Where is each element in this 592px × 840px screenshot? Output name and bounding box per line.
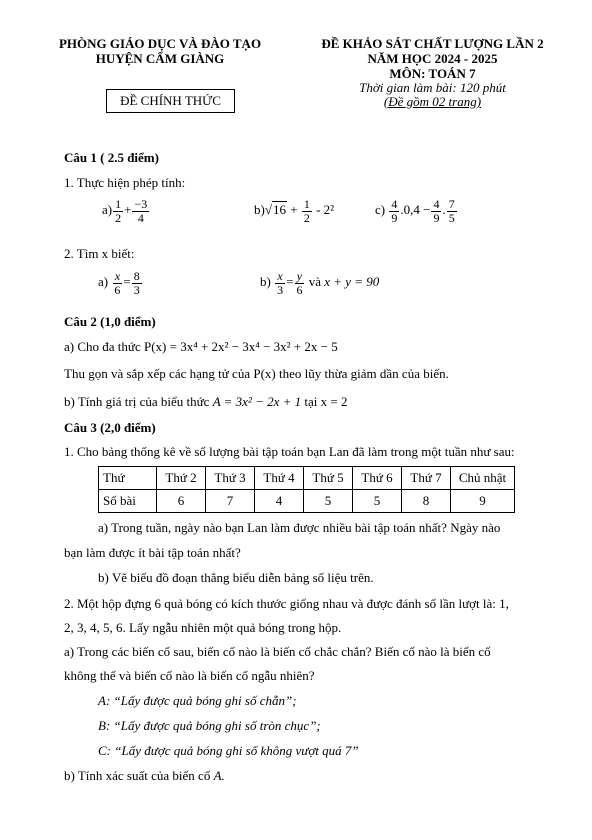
table-cell: Thứ 7 [402,467,451,490]
event-b: B: “Lấy được quả bóng ghi số tròn chục”; [98,718,321,733]
q1-find-x-a: a) $\frac{x}{6}$ = $\frac{8}{3}$ [98,269,140,297]
q1-title: Câu 1 ( 2.5 điểm) [64,150,159,165]
q1-expr-b: b)√16 + $\frac{1}{2}$ - 2² [254,197,335,225]
q3-2a-line2: không thể và biến cố nào là biến cố ngẫu nhiên? [64,668,315,683]
q1-part2-instruction: 2. Tìm x biết: [64,246,135,261]
fraction: $\frac{4}{9}$ [433,197,440,225]
table-cell: Thứ 5 [304,467,353,490]
table-cell: 5 [353,490,402,513]
q1-c-label: c) [375,202,386,218]
q1-b-label: b) [254,202,265,218]
q2-part-a: a) Cho đa thức P(x) = 3x⁴ + 2x² − 3x⁴ − 3x² + 2x − 5 [64,339,338,354]
fraction: $\frac{x}{6}$ [114,269,121,297]
q1-expr-a: a) $\frac{1}{2}$ + $\frac{-3}{4}$ [102,197,148,225]
q3-2-line2: 2, 3, 4, 5, 6. Lấy ngẫu nhiên một quả bóng trong hộp. [64,620,342,635]
table-cell: Thứ 4 [255,467,304,490]
pages-note: (Đề gồm 02 trang) [383,94,482,109]
table-cell: Thứ 6 [353,467,402,490]
q3-title: Câu 3 (2,0 điểm) [64,420,156,435]
fraction: $\frac{8}{3}$ [133,269,140,297]
q3-2-line1: 2. Một hộp đựng 6 quả bóng có kích thước giống nhau và được đánh số lần lượt là: 1, [64,596,509,611]
q2-title: Câu 2 (1,0 điểm) [64,314,156,329]
fraction: $\frac{x}{3}$ [277,269,284,297]
fraction: $\frac{1}{2}$ [303,197,310,225]
district-name: HUYỆN CẨM GIÀNG [95,51,225,66]
table-cell: 7 [206,490,255,513]
table-cell: Thứ 2 [157,467,206,490]
q3-2a-line1: a) Trong các biến cố sau, biến cố nào là biến cố chắc chắn? Biến cố nào là biến cố [64,644,491,659]
fraction: $\frac{y}{6}$ [296,269,303,297]
table-cell: 5 [304,490,353,513]
q1-part1-instruction: 1. Thực hiện phép tính: [64,175,186,190]
q3-2b: b) Tính xác suất của biến cố A. [64,768,225,783]
school-year: NĂM HỌC 2024 - 2025 [367,51,498,66]
table-cell: 9 [451,490,515,513]
fraction: $\frac{7}{5}$ [448,197,455,225]
exam-title: ĐỀ KHẢO SÁT CHẤT LƯỢNG LẦN 2 [321,36,544,51]
table-cell: Chủ nhật [451,467,515,490]
q2-part-b: b) Tính giá trị của biểu thức A = 3x² − 2x + 1 tại x = 2 [64,394,348,409]
official-label: ĐỀ CHÍNH THỨC [120,93,221,108]
event-a: A: “Lấy được quả bóng ghi số chẵn”; [98,693,297,708]
q3-1b: b) Vẽ biểu đồ đoạn thẳng biểu diễn bảng số liệu trên. [98,570,374,585]
table-cell: 4 [255,490,304,513]
q3-intro: 1. Cho bảng thống kê về số lượng bài tập toán bạn Lan đã làm trong một tuần như sau: [64,444,515,459]
table-cell: 8 [402,490,451,513]
department-name: PHÒNG GIÁO DỤC VÀ ĐÀO TẠO [58,36,262,51]
q3-1a-line2: bạn làm được ít bài tập toán nhất? [64,545,241,560]
fraction: $\frac{1}{2}$ [115,197,122,225]
q3-1a-line1: a) Trong tuần, ngày nào bạn Lan làm được nhiều bài tập toán nhất? Ngày nào [98,520,501,535]
table-row [99,490,515,513]
q1-a-label: a) [102,202,113,218]
table-cell: Thứ [99,467,157,490]
table-cell: 6 [157,490,206,513]
subject: MÔN: TOÁN 7 [389,66,476,81]
fraction: $\frac{4}{9}$ [391,197,398,225]
homework-stats-table [98,466,515,513]
event-c: C: “Lấy được quả bóng ghi số không vượt quá 7” [98,743,359,758]
q1-find-x-b: b) $\frac{x}{3}$ = $\frac{y}{6}$ và x + y = 90 [260,269,380,297]
q1-expr-c: c) $\frac{4}{9}$ .0,4 − $\frac{4}{9}$ . $\frac{7}{5}$ [375,197,455,225]
q2-part-a-task: Thu gọn và sắp xếp các hạng tử của P(x) theo lũy thừa giảm dần của biến. [64,366,449,381]
table-cell: Thứ 3 [206,467,255,490]
table-cell: Số bài [99,490,157,513]
polynomial: P(x) = 3x⁴ + 2x² − 3x⁴ − 3x² + 2x − 5 [143,339,338,354]
official-stamp-box [106,89,235,113]
table-row [99,467,515,490]
time-note: Thời gian làm bài: 120 phút [359,80,506,95]
fraction: $\frac{-3}{4}$ [134,197,148,225]
